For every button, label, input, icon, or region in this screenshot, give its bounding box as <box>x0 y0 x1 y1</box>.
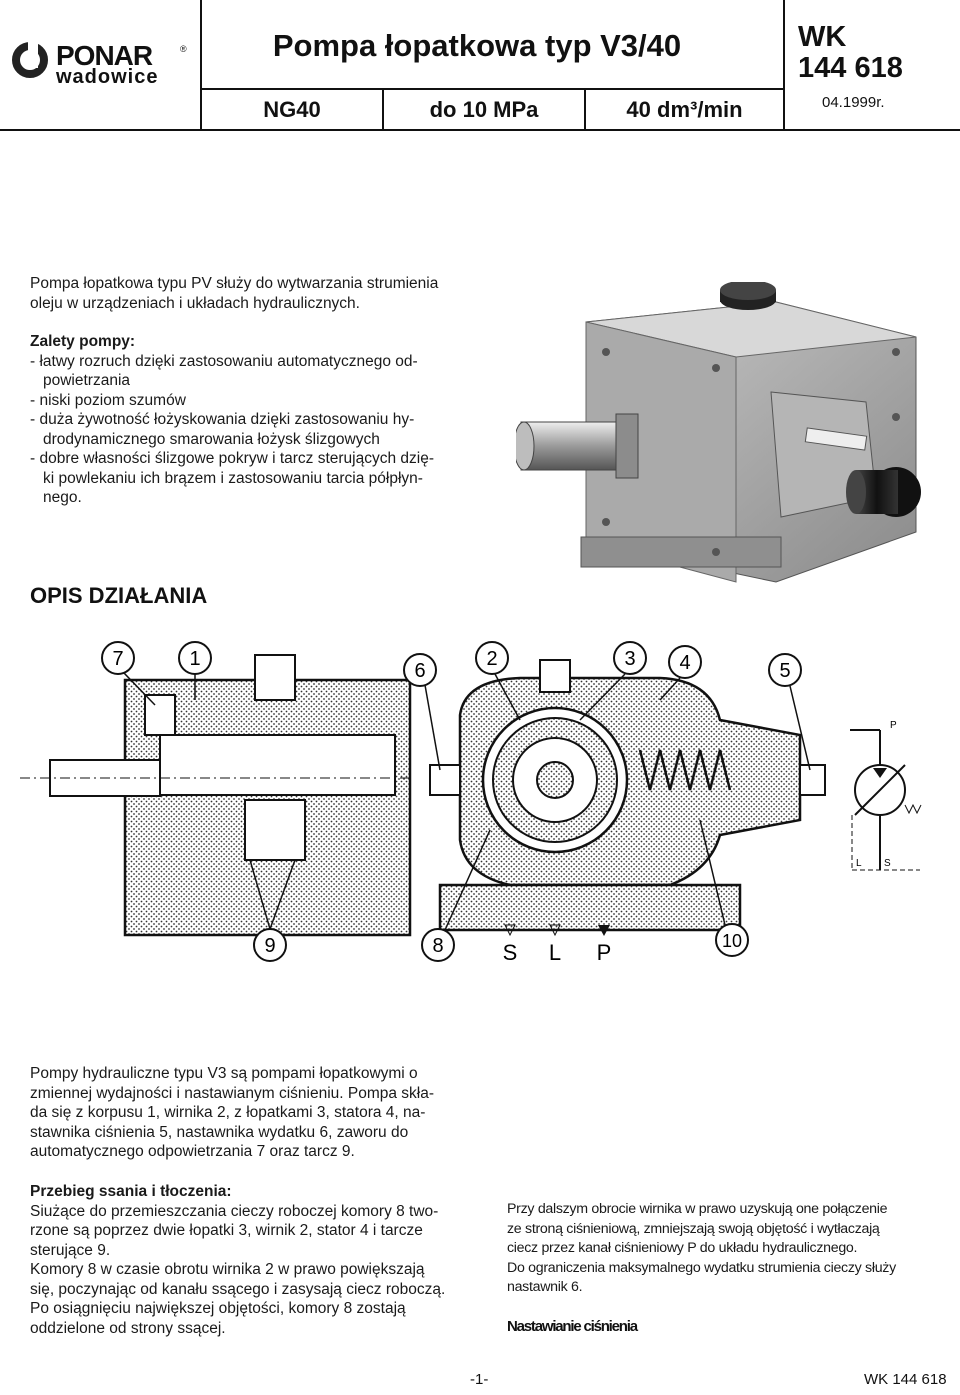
intro-paragraph <box>30 274 470 313</box>
section-heading: OPIS DZIAŁANIA <box>30 583 208 608</box>
advantage-line: - łatwy rozruch dzięki zastosowaniu automatycznego od- <box>30 352 418 370</box>
spec-nominal-size: NG40 <box>263 97 321 122</box>
advantage-line: - niski poziom szumów <box>30 391 186 409</box>
advantage-line: - duża żywotność łożyskowania dzięki zastosowaniu hy- <box>30 411 415 428</box>
right-column-line: Przy dalszym obrocie wirnika w prawo uzyskują one połączenie <box>507 1201 888 1217</box>
intro-line: oleju w urządzeniach i układach hydraulicznych. <box>30 294 360 312</box>
spec-pressure: do 10 MPa <box>429 97 539 122</box>
advantage-line: - dobre własności ślizgowe pokryw i tarcz sterujących dzię- <box>30 450 435 467</box>
port-suction-label: S <box>502 940 518 965</box>
advantage-line: nego. <box>43 489 82 506</box>
longitudinal-section <box>20 655 410 935</box>
logo-registered-mark: ® <box>180 44 187 54</box>
callout-3 <box>614 642 646 674</box>
document-code-number: 144 618 <box>798 52 903 84</box>
document-code-prefix: WK <box>798 21 847 53</box>
header-divider <box>200 88 785 90</box>
right-column-line: nastawnik 6. <box>507 1279 583 1295</box>
right-column-paragraph <box>507 1200 947 1298</box>
svg-text:7: 7 <box>112 648 124 670</box>
svg-text:5: 5 <box>779 660 791 682</box>
advantages-list <box>30 332 470 508</box>
spec-flow: 40 dm³/min <box>626 97 743 122</box>
process-line: Po osiągnięciu największej objętości, komory 8 zostają <box>30 1300 406 1317</box>
process-line: się, poczynając od kanału ssącego i zasysają ciecz roboczą. <box>30 1280 446 1298</box>
svg-text:10: 10 <box>721 931 743 951</box>
description-line: automatycznego odpowietrzania 7 oraz tarcz 9. <box>30 1143 355 1160</box>
callout-9 <box>254 929 286 961</box>
advantages-heading: Zalety pompy: <box>30 333 136 350</box>
process-line: Siużące do przemieszczania cieczy roboczej komory 8 two- <box>30 1202 439 1220</box>
page-number: -1- <box>470 1371 489 1388</box>
callout-7 <box>102 642 134 674</box>
svg-text:9: 9 <box>264 935 276 957</box>
pressure-setting-heading: Nastawianie ciśnienia <box>507 1318 637 1335</box>
description-paragraph <box>30 1064 460 1162</box>
description-line: stawnika ciśnienia 5, nastawnika wydatku 6, zaworu do <box>30 1123 409 1141</box>
description-line: zmiennej wydajności i nastawianym ciśnieniu. Pompa skła- <box>30 1084 435 1102</box>
page-title: Pompa łopatkowa typ V3/40 <box>272 28 682 63</box>
callout-5 <box>769 654 801 686</box>
process-heading: Przebieg ssania i tłoczenia: <box>30 1183 232 1200</box>
document-date: 04.1999r. <box>822 94 885 111</box>
advantage-line: powietrzania <box>43 372 131 389</box>
ponar-logo-icon <box>12 42 48 78</box>
logo-city: wadowice <box>56 66 159 88</box>
process-line: rzone są poprzez dwie łopatki 3, wirnik 2, stator 4 i tarcze <box>30 1222 423 1239</box>
document-header <box>0 0 960 131</box>
symbol-s-label: S <box>884 858 891 869</box>
process-line: sterujące 9. <box>30 1241 111 1259</box>
pump-photo <box>516 282 921 600</box>
advantage-line: ki powlekaniu ich brązem i zastosowaniu tarcia półpłyn- <box>43 469 423 487</box>
document-code <box>798 22 903 84</box>
svg-text:4: 4 <box>679 652 691 674</box>
svg-text:1: 1 <box>189 648 201 670</box>
right-column-line: ciecz przez kanał ciśnieniowy P do układu hydraulicznego. <box>507 1240 858 1256</box>
hydraulic-symbol <box>850 730 921 870</box>
port-pressure-label: P <box>596 940 612 965</box>
description-line: Pompy hydrauliczne typu V3 są pompami łopatkowymi o <box>30 1065 418 1082</box>
callout-2 <box>476 642 508 674</box>
symbol-p-label: P <box>890 720 897 731</box>
process-section <box>30 1182 460 1338</box>
process-line: oddzielone od strony ssącej. <box>30 1319 226 1337</box>
port-leak-label: L <box>548 940 562 965</box>
right-column-line: ze stroną ciśnieniową, zmniejszają swoją objętość i wytłaczają <box>507 1220 880 1237</box>
svg-text:2: 2 <box>486 648 498 670</box>
footer-document-code: WK 144 618 <box>864 1371 947 1388</box>
svg-text:8: 8 <box>432 935 444 957</box>
callout-8 <box>422 929 454 961</box>
right-column-line: Do ograniczenia maksymalnego wydatku strumienia cieczy służy <box>507 1259 896 1276</box>
callout-4 <box>669 646 701 678</box>
symbol-l-label: L <box>856 858 862 869</box>
description-line: da się z korpusu 1, wirnika 2, z łopatkami 3, statora 4, na- <box>30 1104 426 1121</box>
logo-name: PONAR <box>56 40 153 71</box>
svg-text:6: 6 <box>414 660 426 682</box>
advantage-line: drodynamicznego smarowania łożysk ślizgowych <box>43 430 380 448</box>
intro-line: Pompa łopatkowa typu PV służy do wytwarzania strumienia <box>30 275 439 292</box>
callout-1 <box>179 642 211 674</box>
ponar-logo <box>12 40 190 88</box>
callout-6 <box>404 654 436 686</box>
process-line: Komory 8 w czasie obrotu wirnika 2 w prawo powiększają <box>30 1261 425 1278</box>
pump-cross-section-diagram <box>20 640 955 970</box>
header-bottom-rule <box>0 129 960 131</box>
callout-10 <box>716 924 748 956</box>
svg-text:3: 3 <box>624 648 636 670</box>
transverse-section <box>430 660 825 936</box>
header-divider <box>783 0 785 131</box>
